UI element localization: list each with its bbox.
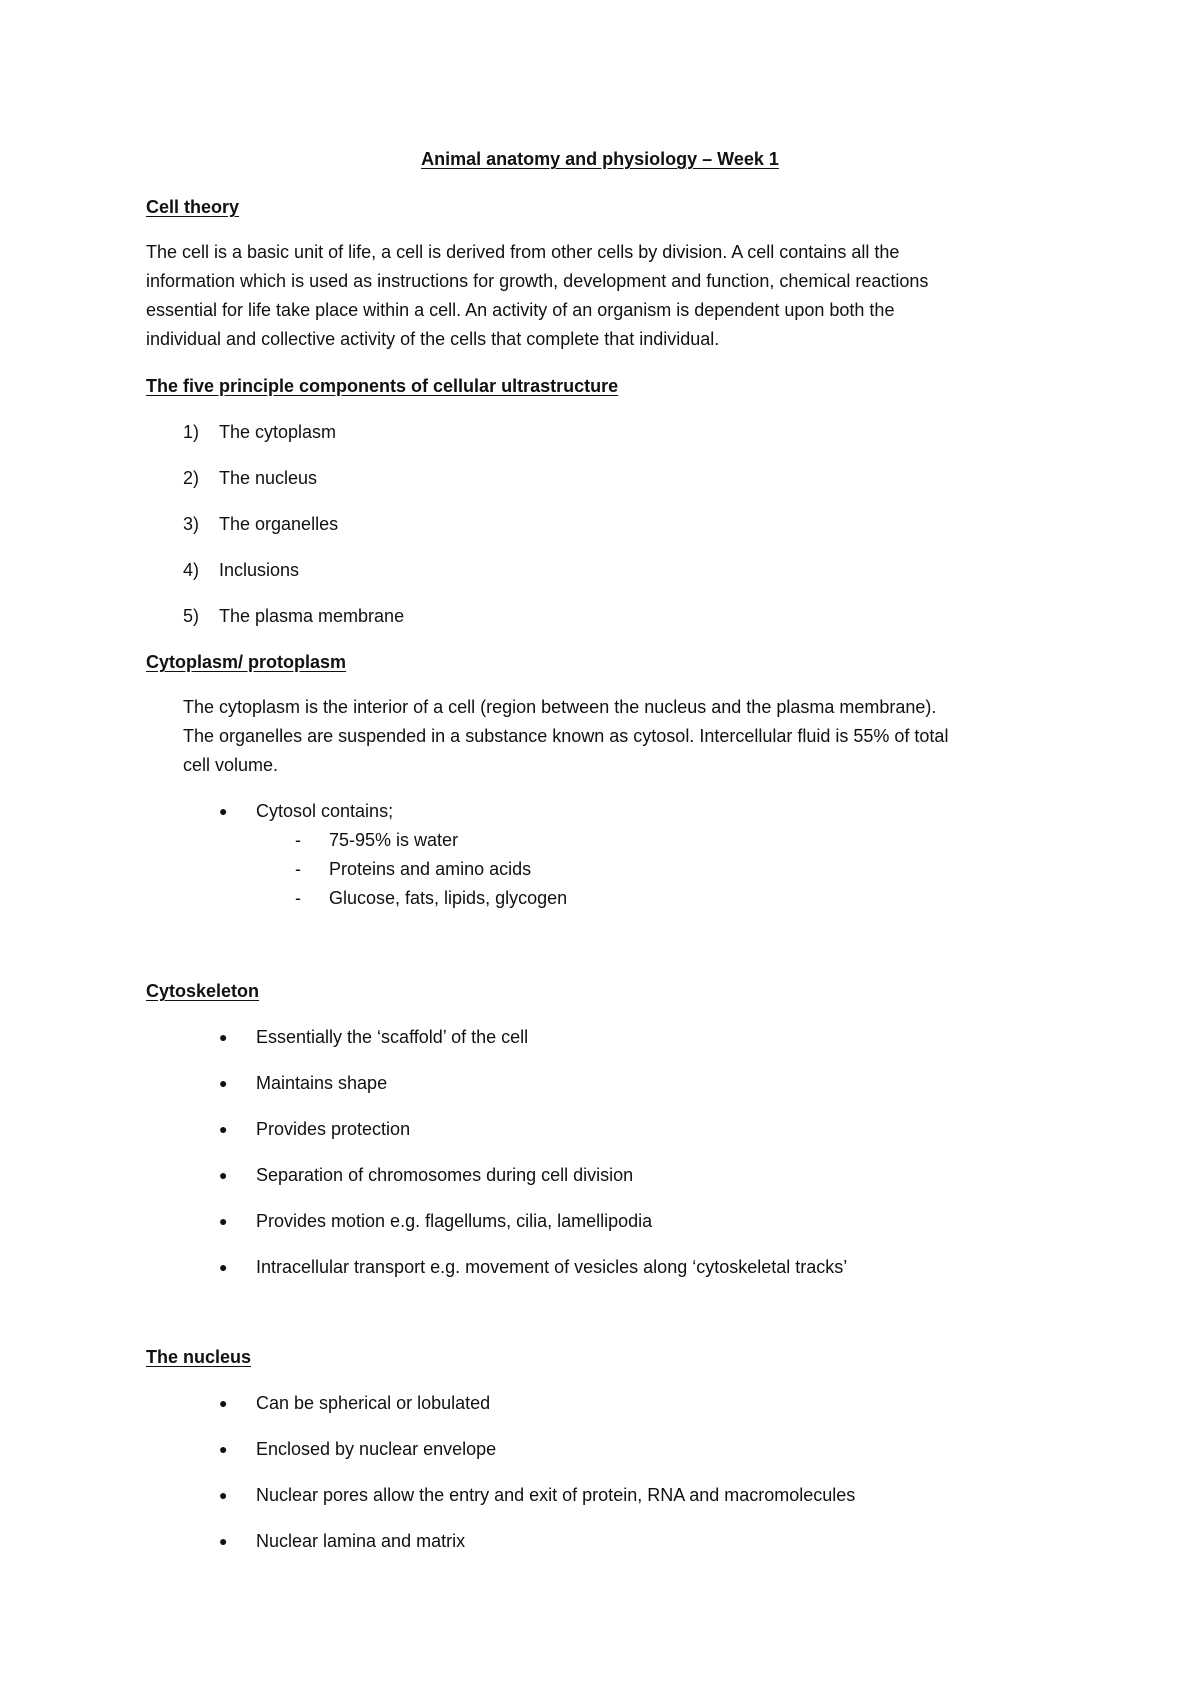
bullet-icon: ● (219, 1121, 228, 1137)
list-item: Provides protection (256, 1119, 411, 1139)
heading-components: The five principle components of cellular ultrastructure (146, 376, 619, 396)
list-item: Maintains shape (256, 1073, 388, 1093)
list-number: 1) (183, 422, 200, 442)
bullet-icon: ● (219, 803, 228, 819)
list-item: Provides motion e.g. flagellums, cilia, lamellipodia (256, 1211, 653, 1231)
list-item: Nuclear lamina and matrix (256, 1531, 466, 1551)
list-item: Can be spherical or lobulated (256, 1393, 491, 1413)
bullet-icon: ● (219, 1441, 228, 1457)
bullet-icon: ● (219, 1533, 228, 1549)
page-title: Animal anatomy and physiology – Week 1 (421, 149, 779, 169)
list-number: 5) (183, 606, 200, 626)
paragraph-line: cell volume. (183, 755, 279, 775)
list-item: The plasma membrane (219, 606, 405, 626)
heading-cytoskeleton: Cytoskeleton (146, 981, 260, 1001)
list-item: Intracellular transport e.g. movement of vesicles along ‘cytoskeletal tracks’ (256, 1257, 848, 1277)
heading-cytoplasm: Cytoplasm/ protoplasm (146, 652, 347, 672)
list-item: Separation of chromosomes during cell division (256, 1165, 634, 1185)
bullet-icon: ● (219, 1259, 228, 1275)
dash-icon: - (295, 859, 301, 879)
sub-list-item: Glucose, fats, lipids, glycogen (329, 888, 568, 908)
paragraph-line: information which is used as instructions for growth, development and function, chemical reactions (146, 271, 929, 291)
dash-icon: - (295, 830, 301, 850)
list-item: Essentially the ‘scaffold’ of the cell (256, 1027, 529, 1047)
bullet-icon: ● (219, 1167, 228, 1183)
bullet-icon: ● (219, 1487, 228, 1503)
paragraph-line: The cell is a basic unit of life, a cell is derived from other cells by division. A cell contains all the (146, 242, 900, 262)
paragraph-line: The cytoplasm is the interior of a cell (region between the nucleus and the plasma membrane). (183, 697, 937, 717)
paragraph-line: essential for life take place within a cell. An activity of an organism is dependent upon both the (146, 300, 895, 320)
list-item: Cytosol contains; (256, 801, 394, 821)
list-number: 4) (183, 560, 200, 580)
list-item: Nuclear pores allow the entry and exit of protein, RNA and macromolecules (256, 1485, 856, 1505)
sub-list-item: Proteins and amino acids (329, 859, 532, 879)
list-number: 2) (183, 468, 200, 488)
list-item: Enclosed by nuclear envelope (256, 1439, 497, 1459)
bullet-icon: ● (219, 1213, 228, 1229)
heading-nucleus: The nucleus (146, 1347, 252, 1367)
heading-cell-theory: Cell theory (146, 197, 240, 217)
list-item: The cytoplasm (219, 422, 337, 442)
list-item: The organelles (219, 514, 339, 534)
paragraph-line: The organelles are suspended in a substance known as cytosol. Intercellular fluid is 55% of total (183, 726, 949, 746)
bullet-icon: ● (219, 1029, 228, 1045)
dash-icon: - (295, 888, 301, 908)
list-item: Inclusions (219, 560, 300, 580)
paragraph-line: individual and collective activity of the cells that complete that individual. (146, 329, 720, 349)
list-item: The nucleus (219, 468, 318, 488)
sub-list-item: 75-95% is water (329, 830, 459, 850)
bullet-icon: ● (219, 1075, 228, 1091)
list-number: 3) (183, 514, 200, 534)
bullet-icon: ● (219, 1395, 228, 1411)
